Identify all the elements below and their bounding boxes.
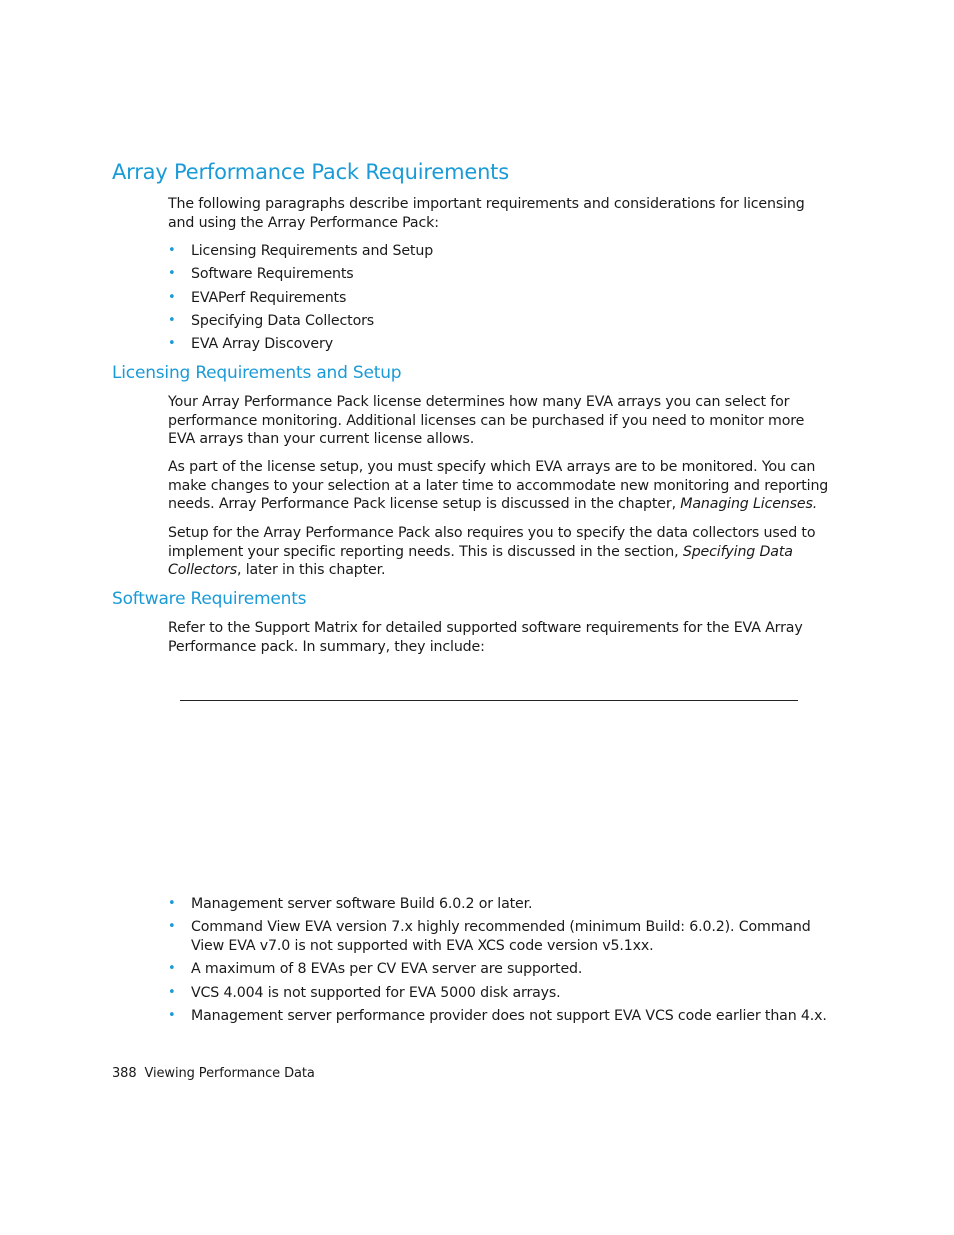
bullet-icon: • (168, 243, 176, 258)
bullet-icon: • (168, 266, 176, 282)
list-item (168, 895, 836, 914)
requirement-text: A maximum of 8 EVAs per CV EVA server are supported. (191, 961, 583, 978)
list-item (168, 242, 836, 261)
list-item (168, 1007, 836, 1026)
list-item (168, 289, 836, 308)
requirement-text: Management server software Build 6.0.2 or later. (191, 896, 533, 912)
software-requirements-list (168, 895, 836, 1030)
page-number: 388 (112, 1066, 137, 1081)
list-item (168, 984, 836, 1003)
list-item (168, 918, 836, 955)
licensing-paragraph-3 (168, 524, 833, 580)
topic-label: EVAPerf Requirements (191, 289, 347, 306)
licensing-heading: Licensing Requirements and Setup (112, 363, 402, 383)
bullet-icon: • (168, 336, 176, 352)
list-item (168, 335, 836, 354)
topic-label: EVA Array Discovery (191, 336, 333, 353)
software-paragraph: Refer to the Support Matrix for detailed supported software requirements for the EVA Array Performance pack. In summary, they include: (168, 620, 803, 655)
chapter-title: Viewing Performance Data (144, 1066, 315, 1081)
licensing-paragraph-3-text: Setup for the Array Performance Pack also requires you to specify the data collectors used to implement your specific reporting needs. This is discussed in the section, (168, 525, 816, 560)
requirement-text: Management server performance provider does not support EVA VCS code earlier than 4.x. (191, 1007, 827, 1024)
bullet-icon: • (168, 1007, 176, 1023)
list-item (168, 312, 836, 331)
bullet-icon: • (168, 289, 176, 305)
software-heading: Software Requirements (112, 589, 307, 609)
bullet-icon: • (168, 961, 176, 977)
requirement-text: VCS 4.004 is not supported for EVA 5000 disk arrays. (191, 984, 561, 1001)
licensing-paragraph-1: Your Array Performance Pack license determines how many EVA arrays you can select for performance monitoring. Additional licenses can be purchased if you need to monitor more EVA arrays than your current license allows. (168, 394, 805, 448)
data-collectors-reference: Specifying Data Collectors (168, 543, 793, 579)
bullet-icon: • (168, 919, 176, 935)
bullet-icon: • (168, 984, 176, 1000)
intro-paragraph: The following paragraphs describe important requirements and considerations for licensing and using the Array Performance Pack: (168, 196, 805, 231)
bullet-icon: • (168, 312, 176, 328)
page-footer (112, 1066, 315, 1081)
managing-licenses-reference: Managing Licenses. (680, 496, 818, 513)
licensing-paragraph-3-end: , later in this chapter. (236, 562, 386, 579)
topic-label: Licensing Requirements and Setup (191, 243, 434, 259)
page-title: Array Performance Pack Requirements (112, 160, 509, 184)
licensing-paragraph-2 (168, 458, 833, 514)
topic-label: Specifying Data Collectors (191, 312, 375, 329)
horizontal-rule (180, 700, 798, 701)
topic-list (168, 242, 836, 358)
requirement-text: Command View EVA version 7.x highly recommended (minimum Build: 6.0.2). Command View EVA v7.0 is not supported with EVA XCS code version v5.1xx. (191, 919, 811, 954)
licensing-paragraph-2-text: As part of the license setup, you must specify which EVA arrays are to be monitored. You can make changes to your selection at a later time to accommodate new monitoring and reporting needs. Array Performance Pack license setup is discussed in the chapter, (168, 459, 829, 513)
list-item (168, 960, 836, 979)
list-item (168, 265, 836, 284)
topic-label: Software Requirements (191, 266, 354, 283)
bullet-icon: • (168, 896, 176, 911)
